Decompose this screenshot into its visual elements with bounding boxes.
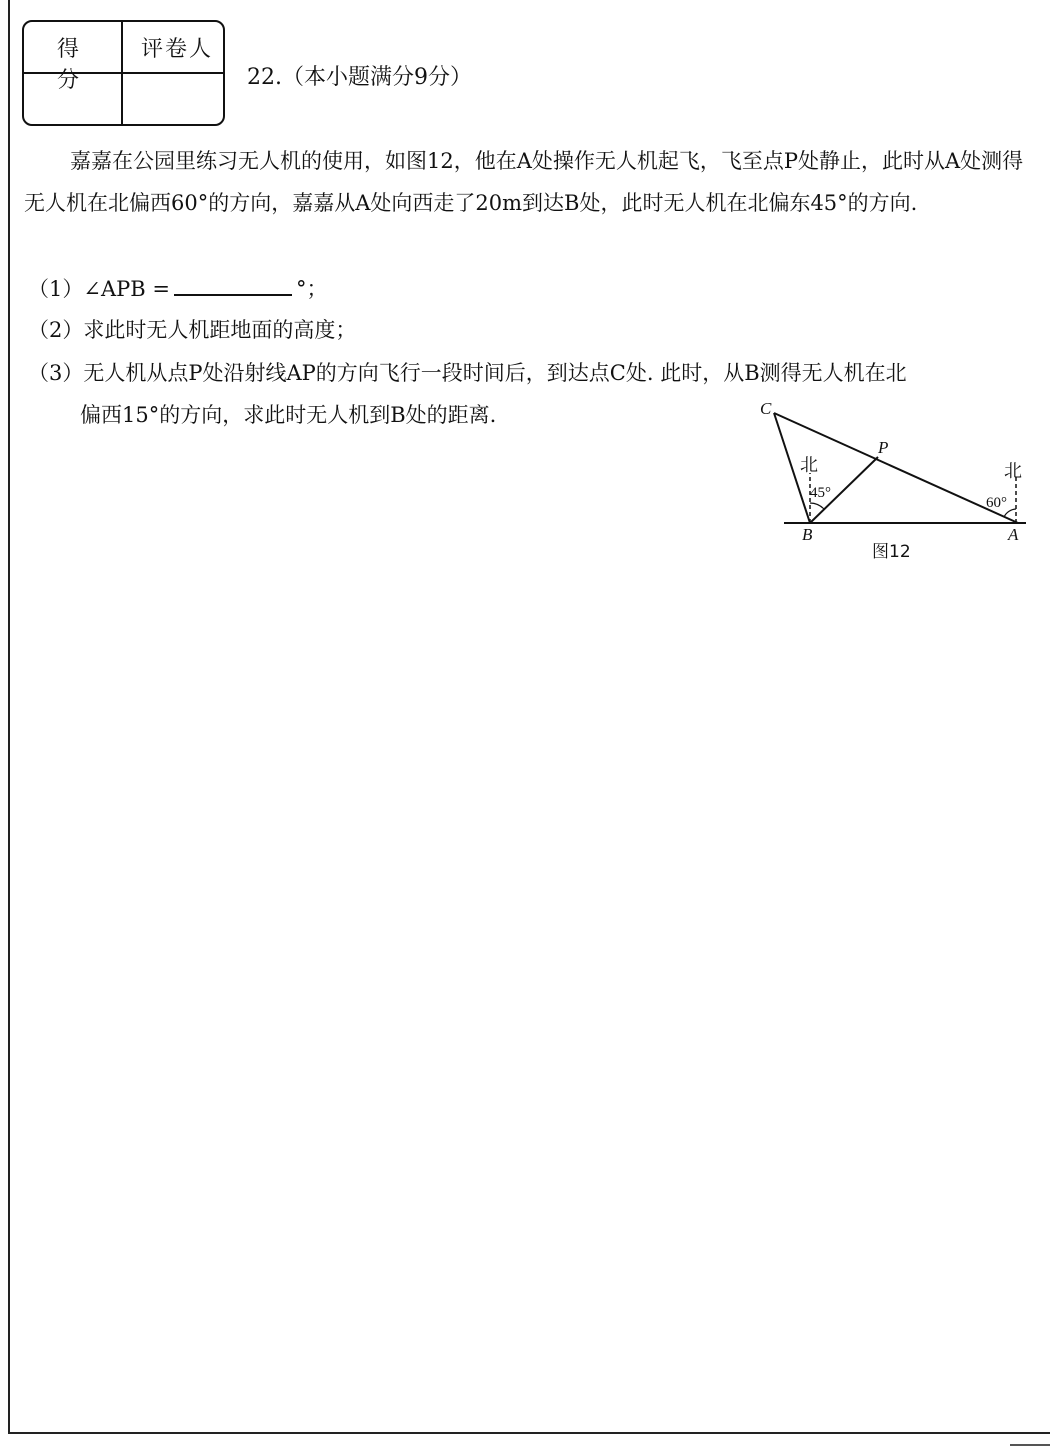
label-P: P (878, 438, 889, 457)
part-2: （2）求此时无人机距地面的高度； (28, 318, 357, 342)
part-1 (28, 268, 327, 310)
part-1-suffix: °； (295, 277, 328, 301)
label-A: A (1008, 525, 1019, 544)
question-header: 22.（本小题满分9分） (247, 65, 472, 90)
part-3-line-2: 偏西15°的方向，求此时无人机到B处的距离. (80, 403, 497, 427)
score-table (22, 20, 225, 126)
part-1-prefix: （1）∠APB = (28, 277, 170, 301)
grader-header: 评卷人 (140, 37, 213, 62)
question-intro: 嘉嘉在公园里练习无人机的使用，如图12，他在A处操作无人机起飞，飞至点P处静止，此时从A处测得无人机在北偏西60°的方向，嘉嘉从A处向西走了20m到达B处，此时无人机在北偏东45°的方向. (24, 149, 1024, 215)
north-label-A: 北 (1004, 461, 1022, 482)
page-border-left (8, 0, 10, 1432)
answer-blank[interactable] (174, 276, 292, 296)
north-label-B: 北 (800, 455, 818, 476)
figure-caption: 图12 (872, 542, 911, 562)
part-3-line-1: （3）无人机从点P处沿射线AP的方向飞行一段时间后，到达点C处. 此时，从B测得无人机在北 (28, 361, 907, 385)
figure-12 (760, 395, 1040, 565)
angle-label-A: 60° (986, 495, 1007, 511)
score-header: 得分 (56, 37, 91, 93)
label-C: C (760, 399, 772, 418)
corner-mark (1010, 1444, 1050, 1446)
angle-arc-B (810, 503, 824, 509)
label-B: B (802, 525, 813, 544)
page-border-bottom (8, 1432, 1050, 1434)
angle-label-B: 45° (810, 485, 831, 501)
